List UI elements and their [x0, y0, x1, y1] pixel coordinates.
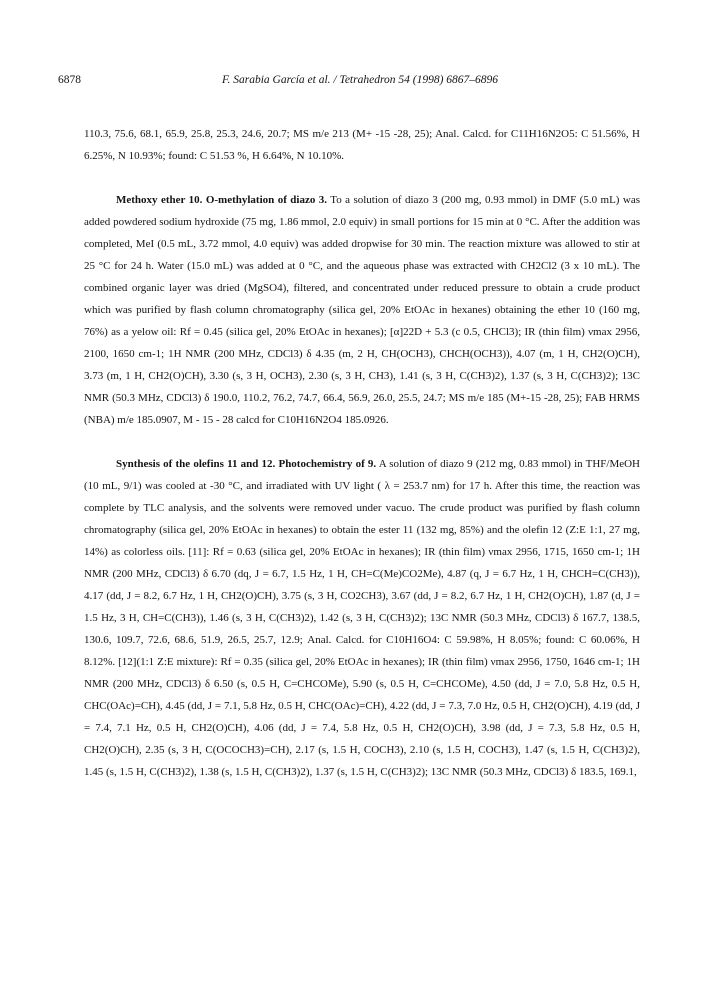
running-head: F. Sarabia García et al. / Tetrahedron 54 (1998) 6867–6896 — [221, 74, 499, 86]
paragraph-text: A solution of diazo 9 (212 mg, 0.83 mmol) in THF/MeOH (10 mL, 9/1) was cooled at -30 °C, and irradiated with UV light ( λ = 253.7 nm) for 17 h. After this time, the reaction was complete by TLC analysis, and the solvents were removed under vacuo. The crude product was purified by flash column chromatography (silica gel, 20% EtOAc in hexanes) to obtain the ester 11 (132 mg, 85%) and the olefin 12 (Z:E 1:1, 27 mg, 14%) as colorless oils. [11]: Rf = 0.63 (silica gel, 20% EtOAc in hexanes); IR (thin film) νmax 2956, 1715, 1650 cm-1; 1H NMR (200 MHz, CDCl3) δ 6.70 (dq, J = 6.7, 1.5 Hz, 1 H, CH=C(Me)CO2Me), 4.87 (q, J = 6.7 Hz, 1 H, CHCH=C(CH3)), 4.17 (dd, J = 8.2, 6.7 Hz, 1 H, CH2(O)CH), 3.75 (s, 3 H, CO2CH3), 3.67 (dd, J = 8.2, 6.7 Hz, 1 H, CH2(O)CH), 1.87 (d, J = 1.5 Hz, 3 H, CH=C(CH3)), 1.46 (s, 3 H, C(CH3)2), 1.42 (s, 3 H, C(CH3)2); 13C NMR (50.3 MHz, CDCl3) δ 167.7, 138.5, 130.6, 109.7, 72.6, 68.6, 51.9, 26.5, 25.7, 12.9; Anal. Calcd. for C10H16O4: C 59.98%, H 8.05%; found: C 60.06%, H 8.12%. [12](1:1 Z:E mixture): Rf = 0.35 (silica gel, 20% EtOAc in hexanes); IR (thin film) νmax 2956, 1750, 1646 cm-1; 1H NMR (200 MHz, CDCl3) δ 6.50 (s, 0.5 H, C=CHCOMe), 5.90 (s, 0.5 H, C=CHCOMe), 4.50 (dd, J = 7.0, 5.8 Hz, 0.5 H, CHC(OAc)=CH), 4.45 (dd, J = 7.1, 5.8 Hz, 0.5 H, CHC(OAc)=CH), 4.22 (dd, J = 7.3, 7.0 Hz, 0.5 H, CH2(O)CH), 4.19 (dd, J = 7.4, 7.1 Hz, 0.5 H, CH2(O)CH), 4.06 (dd, J = 7.4, 5.8 Hz, 0.5 H, CH2(O)CH), 3.98 (dd, J = 7.3, 5.8 Hz, 0.5 H, CH2(O)CH), 2.35 (s, 3 H, C(OCOCH3)=CH), 2.17 (s, 1.5 H, COCH3), 2.10 (s, 1.5 H, COCH3), 1.47 (s, 1.5 H, C(CH3)2), 1.45 (s, 1.5 H, C(CH3)2), 1.38 (s, 1.5 H, C(CH3)2), 1.37 (s, 1.5 H, C(CH3)2); 13C NMR (50.3 MHz, CDCl3) δ 183.5, 169.1, — [84, 458, 640, 778]
paragraph-continuation — [84, 123, 640, 167]
page-number: 6878 — [58, 74, 81, 86]
paragraph-text: To a solution of diazo 3 (200 mg, 0.93 mmol) in DMF (5.0 mL) was added powdered sodium hydroxide (75 mg, 1.86 mmol, 2.0 equiv) in small portions for 15 min at 0 °C. After the addition was completed, MeI (0.5 mL, 3.72 mmol, 4.0 equiv) was added dropwise for 30 min. The reaction mixture was allowed to stir at 25 °C for 24 h. Water (15.0 mL) was added at 0 °C, and the aqueous phase was extracted with CH2Cl2 (3 x 10 mL). The combined organic layer was dried (MgSO4), filtered, and concentrated under reduced pressure to obtain a crude product which was purified by flash column chromatography (silica gel, 20% EtOAc in hexanes) obtaining the ether 10 (160 mg, 76%) as a yelow oil: Rf = 0.45 (silica gel, 20% EtOAc in hexanes); [α]22D + 5.3 (c 0.5, CHCl3); IR (thin film) νmax 2956, 2100, 1650 cm-1; 1H NMR (200 MHz, CDCl3) δ 4.35 (m, 2 H, CH(OCH3), CHCH(OCH3)), 4.07 (m, 1 H, CH2(O)CH), 3.73 (m, 1 H, CH2(O)CH), 3.30 (s, 3 H, OCH3), 2.30 (s, 3 H, CH3), 1.41 (s, 3 H, C(CH3)2), 1.37 (s, 3 H, C(CH3)2); 13C NMR (50.3 MHz, CDCl3) δ 190.0, 110.2, 76.2, 74.7, 66.4, 56.9, 26.0, 25.5, 24.7; MS m/e 185 (M+-15 -28, 25); FAB HRMS (NBA) m/e 185.0907, M - 15 - 28 calcd for C10H16N2O4 185.0926. — [84, 194, 640, 426]
section-heading: Methoxy ether 10. O-methylation of diazo 3. — [116, 194, 328, 206]
section-heading: Synthesis of the olefins 11 and 12. Photochemistry of 9. — [116, 458, 377, 470]
paragraph-text: 110.3, 75.6, 68.1, 65.9, 25.8, 25.3, 24.6, 20.7; MS m/e 213 (M+ -15 -28, 25); Anal. Calcd. for C11H16N2O5: C 51.56%, H 6.25%, N 10.93%; found: C 51.53 %, H 6.64%, N 10.10%. — [84, 128, 640, 162]
article-body — [84, 123, 640, 783]
paragraph-olefins-synthesis — [84, 453, 640, 783]
page-header — [0, 74, 720, 92]
paragraph-methoxy-ether — [84, 189, 640, 431]
